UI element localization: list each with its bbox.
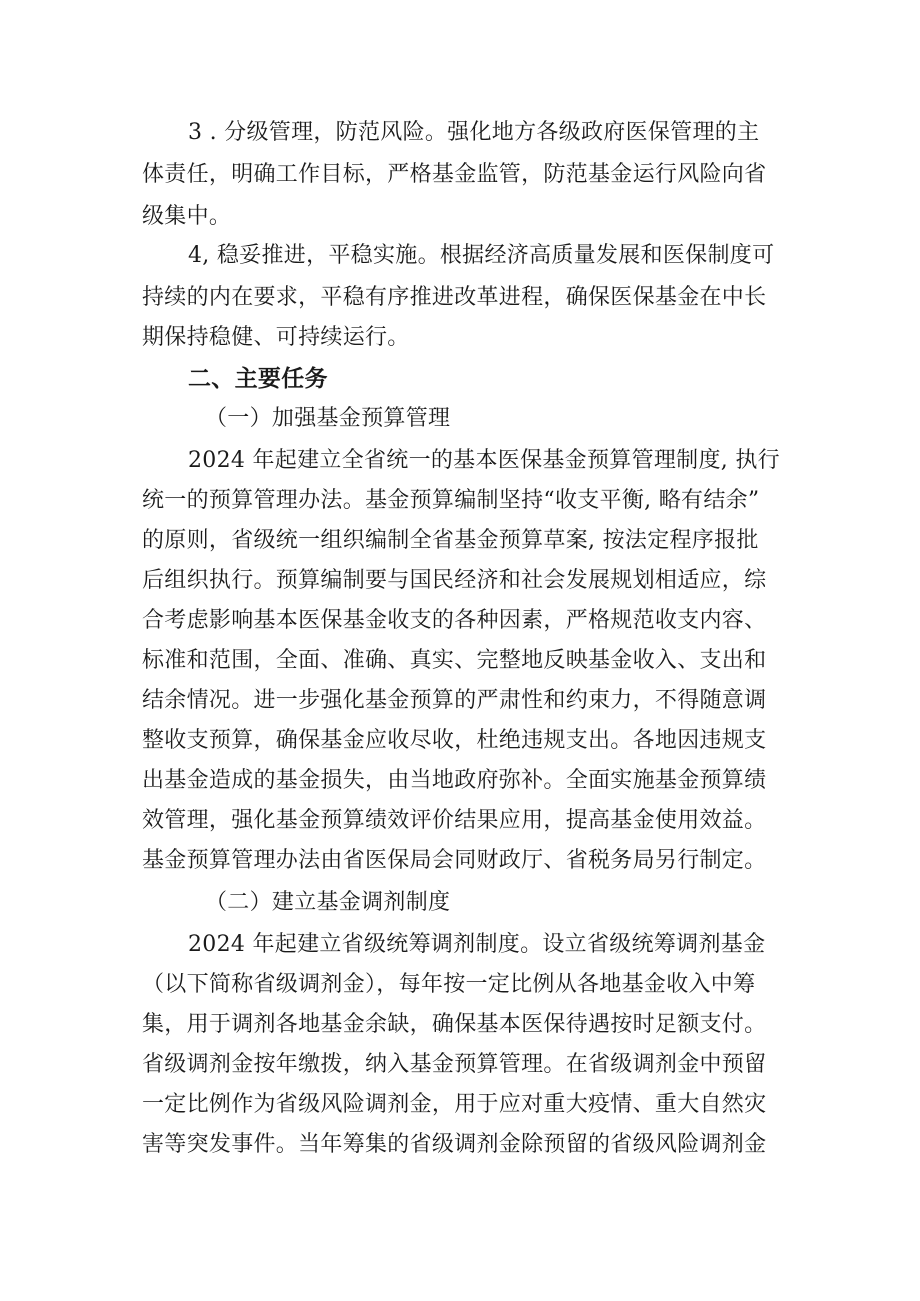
paragraph-line: 2024 年起建立全省统一的基本医保基金预算管理制度, 执行 xyxy=(188,448,780,473)
paragraph-line: 出基金造成的基金损失，由当地政府弥补。全面实施基金预算绩 xyxy=(142,768,767,793)
paragraph-line: 4, 稳妥推进，平稳实施。根据经济高质量发展和医保制度可 xyxy=(188,243,775,268)
paragraph-line: 集，用于调剂各地基金余缺，确保基本医保待遇按时足额支付。 xyxy=(142,1012,767,1037)
paragraph-line: 合考虑影响基本医保基金收支的各种因素，严格规范收支内容、 xyxy=(142,608,767,633)
paragraph-line: 级集中。 xyxy=(142,204,232,229)
paragraph-line: 持续的内在要求，平稳有序推进改革进程，确保医保基金在中长 xyxy=(142,285,767,310)
paragraph-line: 3 . 分级管理，防范风险。强化地方各级政府医保管理的主 xyxy=(188,120,760,145)
paragraph-line: 整收支预算，确保基金应收尽收，杜绝违规支出。各地因违规支 xyxy=(142,728,767,753)
paragraph-line: 害等突发事件。当年筹集的省级调剂金除预留的省级风险调剂金 xyxy=(142,1132,767,1157)
paragraph-line: 2024 年起建立省级统筹调剂制度。设立省级统筹调剂基金 xyxy=(188,932,766,957)
subsection-heading: （二）建立基金调剂制度 xyxy=(205,890,451,915)
subsection-heading: （一）加强基金预算管理 xyxy=(205,406,451,431)
paragraph-line: 体责任，明确工作目标，严格基金监管，防范基金运行风险向省 xyxy=(142,162,767,187)
paragraph-line: 省级调剂金按年缴拨，纳入基金预算管理。在省级调剂金中预留 xyxy=(142,1052,767,1077)
paragraph-line: 的原则，省级统一组织编制全省基金预算草案, 按法定程序报批 xyxy=(142,528,759,553)
paragraph-line: 后组织执行。预算编制要与国民经济和社会发展规划相适应，综 xyxy=(142,568,767,593)
paragraph-line: （以下简称省级调剂金），每年按一定比例从各地基金收入中筹 xyxy=(142,972,756,997)
paragraph-line: 效管理，强化基金预算绩效评价结果应用，提高基金使用效益。 xyxy=(142,808,767,833)
paragraph-line: 统一的预算管理办法。基金预算编制坚持“收支平衡, 略有结余” xyxy=(142,488,760,513)
paragraph-line: 一定比例作为省级风险调剂金，用于应对重大疫情、重大自然灾 xyxy=(142,1092,767,1117)
section-heading: 二、主要任务 xyxy=(188,366,328,392)
paragraph-line: 基金预算管理办法由省医保局会同财政厅、省税务局另行制定。 xyxy=(142,848,767,873)
paragraph-line: 结余情况。进一步强化基金预算的严肃性和约束力，不得随意调 xyxy=(142,688,767,713)
paragraph-line: 期保持稳健、可持续运行。 xyxy=(142,325,410,350)
paragraph-line: 标准和范围，全面、准确、真实、完整地反映基金收入、支出和 xyxy=(142,648,767,673)
